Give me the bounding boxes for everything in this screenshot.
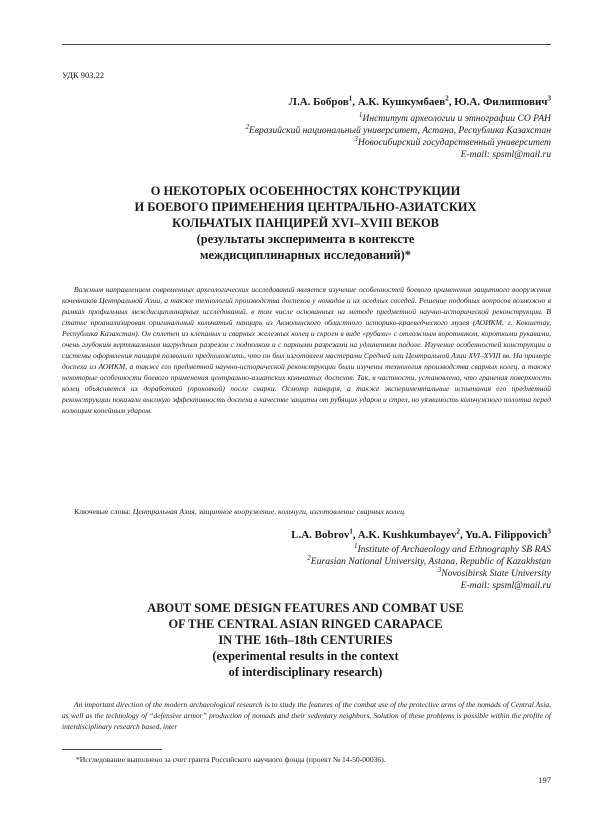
ru-article-title (70, 183, 541, 263)
aff-sup: 1 (358, 110, 363, 119)
keywords-text: Центральная Азия, защитное вооружение, кольчуги, изготовление сварных колец. (132, 507, 406, 516)
ru-affiliation (245, 122, 551, 137)
title-line: IN THE 16th–18th CENTURIES (218, 633, 393, 647)
aff-sup: 3 (437, 565, 442, 574)
ru-author-sup: 2 (445, 94, 449, 103)
aff-text: Институт археологии и этнографии СО РАН (362, 113, 551, 124)
title-line: О НЕКОТОРЫХ ОСОБЕННОСТЯХ КОНСТРУКЦИИ (150, 184, 461, 198)
aff-text: Eurasian National University, Astana, Republic of Kazakhstan (310, 556, 551, 567)
en-author: Yu.A. Filippovich (465, 529, 548, 541)
title-line: (experimental results in the context (212, 649, 399, 663)
en-author-sup: 1 (349, 527, 353, 536)
en-author: A.K. Kushkumbayev (357, 529, 457, 541)
ru-author-sep: , (448, 96, 455, 108)
en-affiliation (307, 565, 551, 580)
en-email (307, 580, 551, 592)
ru-author-sup: 3 (547, 94, 551, 103)
aff-sup: 2 (245, 122, 249, 131)
ru-author-sep: , (352, 96, 358, 108)
title-line: (результаты эксперимента в контексте (196, 232, 415, 246)
title-line: of interdisciplinary research) (228, 665, 383, 679)
ru-affiliations (245, 110, 551, 161)
en-affiliations (307, 541, 551, 592)
en-article-title (70, 600, 541, 680)
title-line: КОЛЬЧАТЫХ ПАНЦИРЕЙ XVI–XVIII ВЕКОВ (172, 216, 439, 230)
en-authors (291, 529, 551, 541)
ru-affiliation (245, 134, 551, 149)
ru-author: А.К. Кушкумбаев (357, 96, 446, 108)
en-affiliation (307, 553, 551, 568)
aff-sup: 1 (354, 541, 358, 550)
en-abstract: An important direction of the modern archaeological research is to study the features of the combat use of the protective arms of the nomads of Central Asia, as well as the technology of “defensive armor” production of nomads and their sedentary neighbors. Solution of these problems is possible within the profile of interdisciplinary research based, inter (62, 700, 551, 731)
ru-author-sup: 1 (348, 94, 353, 103)
aff-text: Евразийский национальный университет, Астана, Республика Казахстан (248, 125, 551, 136)
ru-author: Ю.А. Филиппович (454, 96, 548, 108)
en-author-sep: , (459, 529, 466, 541)
header-rule (62, 44, 551, 45)
title-line: OF THE CENTRAL ASIAN RINGED CARAPACE (168, 617, 443, 631)
aff-sup: 2 (307, 553, 311, 562)
aff-text: Institute of Archaeology and Ethnography SB RAS (357, 544, 551, 555)
keywords-label: Ключевые слова: (74, 507, 131, 516)
aff-text: Новосибирский государственный университет (357, 137, 551, 148)
en-author-sup: 3 (547, 527, 551, 536)
title-line: И БОЕВОГО ПРИМЕНЕНИЯ ЦЕНТРАЛЬНО-АЗИАТСКИХ (134, 200, 477, 214)
footnote: *Исследование выполнено за счет гранта Российского научного фонда (проект № 14-50-00036). (76, 755, 386, 764)
aff-text: E-mail: spsml@mail.ru (460, 149, 551, 160)
en-author: L.A. Bobrov (291, 529, 350, 541)
aff-text: E-mail: spsml@mail.ru (460, 580, 551, 591)
ru-abstract: Важным направлением современных археологических исследований является изучение особенностей боевого применения защитного вооружения кочевников Центральной Азии, а также технологий производства доспехов у номадов и их оседлых соседей. Решение подобных вопросов возможно в рамках профильных междисциплинарных исследований, в том числе основанных на методе предметной научно-исторической реконструкции. В статье проанализирован оригинальный кольчатый панцирь из Акмолинского областного историко-краеведческого музея (АОИКМ, г. Кокшетау, Республика Казахстан). Он сплетен из клепаных и сварных железных колец и скроен в виде «рубахи» с отложным воротником, короткими рукавами, очень глубоким вертикальным нагрудным разрезом с подполком и с парными разрезами на удлиненном подоле. Изучение особенностей конструкции и системы оформления панциря позволило предположить, что он был изготовлен мастерами Средней или Центральной Азии XVI–XVIII вв. На примере доспеха из АОИКМ, а также его предметной научно-исторической реконструкции были изучены технология производства сварных колец, а также некоторые особенности боевого применения центрально-азиатских кольчатых доспехов. Так, в частности, установлено, что граненая поверхность колец объясняется их доработкой (проковкой) после сварки. Осмотр панциря, а также экспериментальные испытания его предметной реконструкции показали высокую эффективность доспеха в качестве защиты от рубящих ударов и стрел, но уязвимость кольчужного полотна перед колющим копейным ударом. (62, 285, 551, 415)
aff-text: Novosibirsk State University (441, 568, 551, 579)
udk-code: УДК 903.22 (62, 70, 105, 80)
ru-author: Л.А. Бобров (288, 96, 349, 108)
title-line: ABOUT SOME DESIGN FEATURES AND COMBAT USE (147, 601, 464, 615)
en-author-sup: 2 (456, 527, 460, 536)
ru-authors (289, 96, 551, 108)
en-author-sep: , (352, 529, 358, 541)
ru-affiliation (245, 110, 551, 125)
aff-sup: 3 (354, 134, 358, 143)
ru-email (245, 149, 551, 161)
page-number: 197 (538, 775, 551, 785)
footnote-rule (62, 749, 162, 750)
title-line: междисциплинарных исследований)* (200, 248, 411, 262)
ru-keywords (74, 507, 406, 516)
en-affiliation (307, 541, 551, 556)
